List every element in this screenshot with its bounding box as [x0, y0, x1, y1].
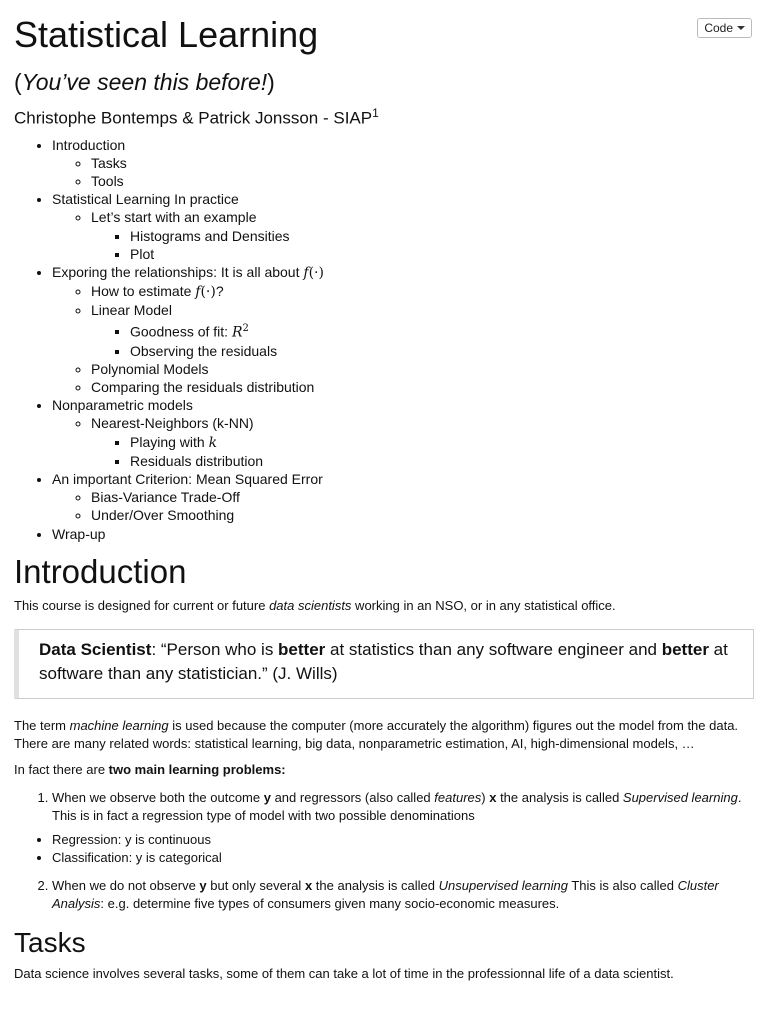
toc-item[interactable]: • Nonparametric models ◦ Nearest-Neighbors (k-NN) ▪ Playing with k ▪ Residuals distribution [52, 396, 754, 470]
machine-learning-paragraph: The term machine learning is used because the computer (more accurately the algorithm) figures out the model from the data. There are many related words: statistical learning, big data, nonparametric estimation, AI, high-dimensional models, … [14, 717, 739, 751]
supervised-types-list [14, 831, 754, 867]
blockquote: Data Scientist: “Person who is better at statistics than any software engineer and better at software than any statistician.” (J. Wills) [14, 629, 754, 699]
toc-item[interactable]: • Introduction ◦ Tasks ◦ Tools [52, 136, 754, 191]
list-item: • Regression: y is continuous [52, 831, 754, 849]
learning-problems-list-continued [14, 877, 754, 913]
toc-item[interactable]: ◦ Tools [91, 172, 754, 190]
toc-item[interactable]: ▪ Observing the residuals [130, 342, 754, 360]
toc-item[interactable]: ◦ Polynomial Models [91, 360, 754, 378]
toc-item[interactable]: ◦ Linear Model ▪ Goodness of fit: $R^2$ ▪ Observing the residuals [91, 301, 754, 359]
toc-item[interactable]: • Wrap-up [52, 525, 754, 543]
toc-item[interactable]: ◦ How to estimate f(·)? [91, 282, 754, 301]
code-dropdown-button[interactable] [697, 18, 752, 38]
list-item: 1. When we observe both the outcome y and regressors (also called features) x the analysis is called Supervised learning. This is in fact a regression type of model with two possible denominations [52, 789, 754, 825]
table-of-contents [14, 136, 754, 543]
subtitle-text: You’ve seen this before! [21, 69, 268, 95]
code-button-label: Code [704, 21, 733, 35]
list-item: • Classification: y is categorical [52, 849, 754, 867]
toc-item[interactable]: ▪ Plot [130, 245, 754, 263]
list-item: 2. When we do not observe y but only several x the analysis is called Unsupervised learning This is also called Cluster Analysis: e.g. determine five types of consumers given many socio-economic measures. [52, 877, 754, 913]
toc-item[interactable]: • An important Criterion: Mean Squared Error ◦ Bias-Variance Trade-Off ◦ Under/Over Smoothing [52, 470, 754, 525]
math-f: f [303, 265, 309, 282]
toc-item[interactable]: ▪ Goodness of fit: $R^2$ [130, 320, 754, 342]
footnote-ref[interactable]: 1 [372, 106, 379, 120]
toc-item[interactable]: ▪ Histograms and Densities [130, 227, 754, 245]
subtitle: (You’ve seen this before!) [14, 69, 275, 95]
intro-paragraph: This course is designed for current or future data scientists working in an NSO, or in any statistical office. [14, 597, 616, 613]
toc-item[interactable]: • Statistical Learning In practice ◦ Let’s start with an example ▪ Histograms and Densities ▪ Plot [52, 190, 754, 263]
toc-item[interactable]: ◦ Under/Over Smoothing [91, 506, 754, 524]
toc-item[interactable]: ◦ Comparing the residuals distribution [91, 378, 754, 396]
authors: Christophe Bontemps & Patrick Jonsson - SIAP$^1$ [14, 106, 379, 128]
toc-item[interactable]: ◦ Tasks [91, 154, 754, 172]
learning-problems-list [14, 789, 754, 825]
learning-problems-paragraph: In fact there are two main learning problems: [14, 761, 286, 777]
toc-item[interactable]: • Exporing the relationships: It is all about f(·) ◦ How to estimate f(·)? ◦ Linear Model ▪ Goodness of fit: $R^2$ ▪ Observing the residuals ◦ Polynomial Models ◦ Comparing the residuals distribution [52, 263, 754, 396]
section-heading-tasks: Tasks [14, 926, 86, 958]
tasks-paragraph: Data science involves several tasks, some of them can take a lot of time in the professionnal life of a data scientist. [14, 965, 674, 981]
toc-item[interactable]: ◦ Nearest-Neighbors (k-NN) ▪ Playing with k ▪ Residuals distribution [91, 414, 754, 470]
section-heading-introduction: Introduction [14, 552, 187, 590]
toc-item[interactable]: ▪ Playing with k [130, 433, 754, 452]
page-title: Statistical Learning [14, 14, 319, 55]
toc-item[interactable]: ▪ Residuals distribution [130, 452, 754, 470]
toc-item[interactable]: ◦ Let’s start with an example ▪ Histograms and Densities ▪ Plot [91, 208, 754, 263]
toc-item[interactable]: ◦ Bias-Variance Trade-Off [91, 488, 754, 506]
caret-down-icon [737, 26, 745, 30]
